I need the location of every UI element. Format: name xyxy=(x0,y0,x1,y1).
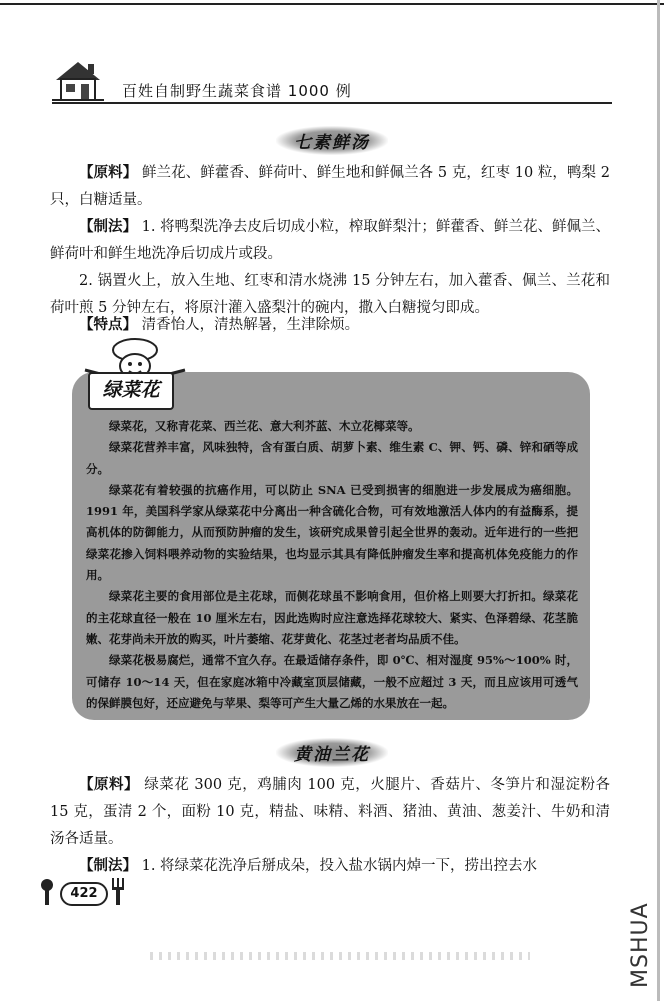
recipe-title-2 xyxy=(0,738,664,767)
sidebar-paragraph: 绿菜花极易腐烂，通常不宜久存。在最适储存条件，即 0℃、相对湿度 95%～100% 时，可储存 10～14 天，但在家庭冰箱中冷藏室顶层储藏，一般不应超过 3 天，而且应该用可透气的保鲜膜包好，还应避免与苹果、梨等可产生大量乙烯的水果放在一起。 xyxy=(86,653,578,710)
recipe1-ingredients xyxy=(50,160,610,214)
ingredients-text: 鲜兰花、鲜藿香、鲜荷叶、鲜生地和鲜佩兰各 5 克，红枣 10 粒，鸭梨 2 只，白糖适量。 xyxy=(50,165,611,208)
page-header xyxy=(52,58,612,102)
page-footer xyxy=(38,876,128,910)
watermark xyxy=(624,880,654,990)
ingredients-label: 【原料】 xyxy=(79,777,140,793)
spoon-icon xyxy=(38,878,56,906)
sidebar-paragraph: 绿菜花，又称青花菜、西兰花、意大利芥蓝、木立花椰菜等。 xyxy=(109,419,420,433)
sidebar-box xyxy=(72,372,590,720)
feature-label: 【特点】 xyxy=(79,317,137,333)
ingredients-label: 【原料】 xyxy=(79,165,138,181)
top-border xyxy=(0,0,664,10)
ingredients-text: 绿菜花 300 克，鸡脯肉 100 克，火腿片、香菇片、冬笋片和湿淀粉各 15 克，蛋清 2 个，面粉 10 克，精盐、味精、料酒、猪油、黄油、葱姜汁、牛奶和清汤各适量。 xyxy=(50,777,610,847)
sidebar-label: 绿菜花 xyxy=(88,372,174,410)
recipe-title-1-text: 七素鲜汤 xyxy=(276,126,388,155)
header-rule xyxy=(52,102,612,104)
recipe1-method-2: 2. 锅置火上，放入生地、红枣和清水烧沸 15 分钟左右，加入藿香、佩兰、兰花和荷叶煎 5 分钟左右，将原汁灌入盛梨汁的碗内，撒入白糖搅匀即成。 xyxy=(50,273,610,316)
recipe-title-1 xyxy=(0,126,664,155)
page-number: 422 xyxy=(60,882,108,906)
recipe1-feature xyxy=(50,312,610,339)
sidebar-paragraph: 绿菜花有着较强的抗癌作用，可以防止 SNA 已受到损害的细胞进一步发展成为癌细胞。1991 年，美国科学家从绿菜花中分离出一种含硫化合物，可有效地激活人体内的有益酶系，提高机体的防御能力，从而预防肿瘤的发生，该研究成果曾引起全世界的轰动。近年进行的一些把绿菜花掺入饲料喂养动物的实验结果，也均显示其具有降低肿瘤发生率和提高机体免疫能力的作用。 xyxy=(86,482,578,583)
method-step-1: 1. 将鸭梨洗净去皮后切成小粒，榨取鲜梨汁；鲜藿香、鲜兰花、鲜佩兰、鲜荷叶和鲜生地洗净后切成片或段。 xyxy=(50,219,611,262)
recipe-title-2-text: 黄油兰花 xyxy=(276,738,388,767)
scan-noise xyxy=(150,952,530,960)
method-label: 【制法】 xyxy=(79,858,137,874)
recipe1-method-1 xyxy=(50,214,610,268)
sidebar-paragraph: 绿菜花主要的食用部位是主花球，而侧花球虽不影响食用，但价格上则要大打折扣。绿菜花的主花球直径一般在 10 厘米左右，因此选购时应注意选择花球较大、紧实、色泽碧绿、花茎脆嫩、花芽尚未开放的购买，叶片萎缩、花芽黄化、花茎过老者均品质不佳。 xyxy=(86,589,578,646)
feature-text: 清香怡人，清热解暑，生津除烦。 xyxy=(137,317,360,333)
sidebar-paragraph: 绿菜花营养丰富，风味独特，含有蛋白质、胡萝卜素、维生素 C、钾、钙、磷、锌和硒等成分。 xyxy=(86,440,578,476)
method-step-1: 1. 将绿菜花洗净后掰成朵，投入盐水锅内焯一下，捞出控去水 xyxy=(137,858,538,874)
recipe2-method-1 xyxy=(50,853,610,880)
book-title: 百姓自制野生蔬菜食谱 1000 例 xyxy=(122,82,352,100)
recipe2-ingredients xyxy=(50,772,610,853)
house-icon xyxy=(52,58,104,102)
method-label: 【制法】 xyxy=(79,219,138,235)
watermark-text: MSHUA xyxy=(628,902,653,988)
fork-icon xyxy=(110,878,126,906)
sidebar-text xyxy=(86,416,578,714)
